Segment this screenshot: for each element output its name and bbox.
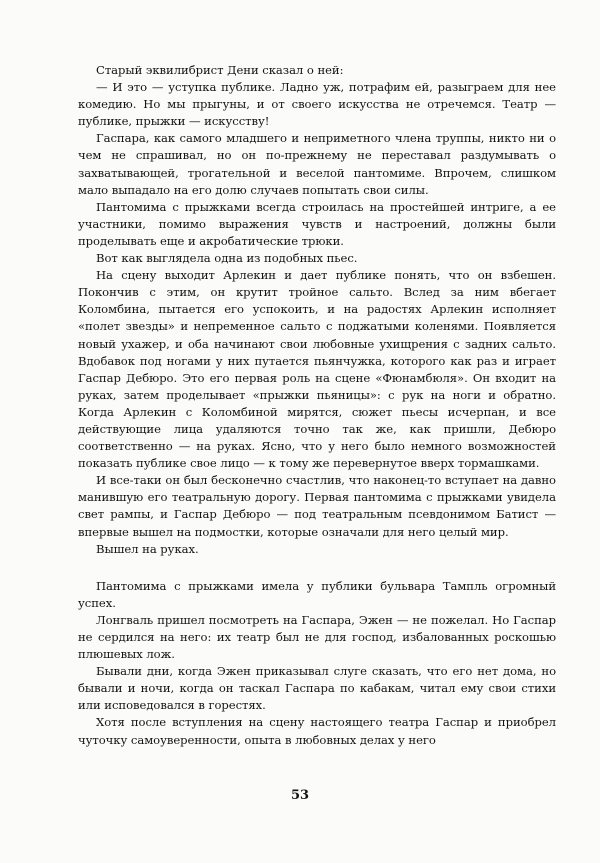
paragraph: Пантомима с прыжками имела у публики бульвара Тампль огромный успех. bbox=[78, 578, 556, 610]
page-body bbox=[78, 62, 556, 749]
paragraph: Лонгваль пришел посмотреть на Гаспара, Эжен — не пожелал. Но Гаспар не сердился на него: их театр был не для господ, избалованных роскошью плюшевых лож. bbox=[78, 612, 556, 662]
paragraph: Вот как выглядела одна из подобных пьес. bbox=[96, 251, 358, 266]
paragraph: Гаспара, как самого младшего и неприметного члена труппы, никто ни о чем не спрашивал, но он по-прежнему не переставал раздумывать о захватывающей, трогательной и веселой пантомиме. Впрочем, слишком мало выпадало на его долю случаев попытать свои силы. bbox=[78, 131, 556, 197]
paragraph: Старый эквилибрист Дени сказал о ней: bbox=[96, 63, 344, 77]
paragraph: Хотя после вступления на сцену настоящего театра Гаспар и приобрел чуточку самоуверенности, опыта в любовных делах у него bbox=[78, 715, 556, 747]
page-number: 53 bbox=[290, 788, 310, 803]
section-break bbox=[78, 558, 556, 578]
paragraph: Бывали дни, когда Эжен приказывал слуге сказать, что его нет дома, но бывали и ночи, когда он таскал Гаспара по кабакам, читал ему свои стихи или исповедовался в горестях. bbox=[78, 664, 556, 713]
paragraph: И все-таки он был бесконечно счастлив, что наконец-то вступает на давно манившую его театральную дорогу. Первая пантомима с прыжками увидела свет рампы, и Гаспар Дебюро — под театральным псевдонимом Батист — впервые вышел на подмостки, которые означали для него целый мир. bbox=[78, 473, 556, 539]
paragraph: На сцену выходит Арлекин и дает публике понять, что он взбешен. Покончив с этим, он крутит тройное сальто. Вслед за ним вбегает Коломбина, пытается его успокоить, и на радостях Арлекин исполняет «полет звезды» и непременное сальто с поджатыми коленями. Появляется новый ухажер, и оба начинают свои любовные ухищрения с задних сальто. Вдобавок под ногами у них путается пьянчужка, которого как раз и играет Гаспар Дебюро. Это его первая роль на сцене «Фюнамбюля». Он входит на руках, затем проделывает «прыжки пьяницы»: с рук на ноги и обратно. Когда Арлекин с Коломбиной мирятся, сюжет пьесы исчерпан, и все действующие лица удаляются точно так же, как пришли, Дебюро соответственно — на руках. Ясно, что у него было немного возможностей показать публике свое лицо — к тому же перевернутое вверх тормашками. bbox=[78, 268, 556, 471]
paragraph: Пантомима с прыжками всегда строилась на простейшей интриге, а ее участники, помимо выражения чувств и настроений, должны были проделывать еще и акробатические трюки. bbox=[78, 199, 556, 248]
paragraph: Вышел на руках. bbox=[96, 541, 199, 556]
paragraph: — И это — уступка публике. Ладно уж, потрафим ей, разыграем для нее комедию. Но мы прыгуны, и от своего искусства не отречемся. Театр — публике, прыжки — искусству! bbox=[78, 80, 556, 129]
